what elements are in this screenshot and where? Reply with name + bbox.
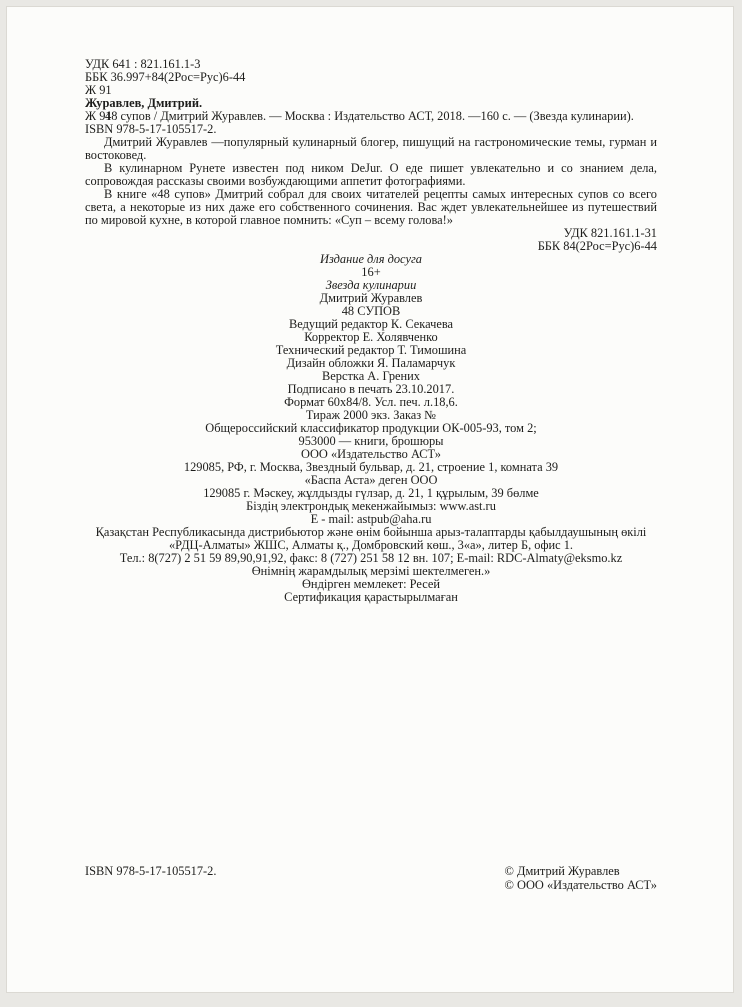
- kazakh-publisher-address: 129085 г. Мәскеу, жұлдызды гүлзар, д. 21, 1 құрылым, 39 бөлме: [203, 486, 539, 500]
- print-info-block: [85, 383, 657, 422]
- origin-country-line: Өндірген мемлекет: Ресей: [301, 577, 440, 591]
- right-codes-block: [85, 227, 657, 253]
- credit-line: Ведущий редактор К. Секачева: [288, 317, 454, 331]
- publisher-address: 129085, РФ, г. Москва, Звездный бульвар, д. 21, строение 1, комната 39: [183, 460, 559, 474]
- distributor-line: «РДЦ-Алматы» ЖШС, Алматы қ., Домбровский көш., 3«а», литер Б, офис 1.: [168, 538, 574, 552]
- classifier-block: [85, 422, 657, 448]
- classifier-line: 953000 — книги, брошюры: [298, 434, 444, 448]
- book-title: 48 СУПОВ: [341, 304, 401, 318]
- print-info-line: Тираж 2000 экз. Заказ №: [305, 408, 437, 422]
- certification-line: Сертификация қарастырылмаған: [284, 590, 458, 604]
- annotation-paragraph: Дмитрий Журавлев —популярный кулинарный блогер, пишущий на гастрономические темы, гурман и востоковед.: [85, 135, 657, 162]
- colophon-page: [6, 6, 734, 993]
- udk-code-right: УДК 821.161.1-31: [563, 226, 657, 240]
- distributor-block: [85, 526, 657, 578]
- catalog-entry: [85, 110, 657, 123]
- credit-line: Корректор Е. Холявченко: [304, 330, 438, 344]
- edition-type: Издание для досуга: [320, 252, 422, 266]
- classifier-line: Общероссийский классификатор продукции ОК-005-93, том 2;: [205, 421, 537, 435]
- distributor-line: Тел.: 8(727) 2 51 59 89,90,91,92, факс: 8 (727) 251 58 12 вн. 107; E-mail: RDC-Almaty@eksmo.kz: [119, 551, 623, 565]
- colophon-content: [85, 58, 657, 604]
- origin-block: [85, 578, 657, 604]
- kazakh-publisher-block: [85, 474, 657, 526]
- credit-line: Дизайн обложки Я. Паламарчук: [286, 356, 456, 370]
- isbn-top: ISBN 978-5-17-105517-2.: [85, 122, 217, 136]
- imprint-centered-block: [85, 253, 657, 604]
- isbn-bottom: ISBN 978-5-17-105517-2.: [85, 864, 217, 878]
- publisher-block: [85, 448, 657, 474]
- series-name: Звезда кулинарии: [325, 278, 417, 292]
- copyright-publisher: © ООО «Издательство АСТ»: [504, 878, 657, 892]
- bbk-code-top: ББК 36.997+84(2Рос=Рус)6-44: [85, 70, 246, 84]
- credit-line: Верстка А. Грених: [322, 369, 420, 383]
- author-sign-code: Ж 91: [85, 83, 112, 97]
- publisher-name: ООО «Издательство АСТ»: [301, 447, 441, 461]
- print-info-line: Подписано в печать 23.10.2017.: [287, 382, 455, 396]
- footer-row: [85, 864, 657, 892]
- udk-code-top: УДК 641 : 821.161.1-3: [85, 57, 201, 71]
- annotation-block: [85, 136, 657, 227]
- distributor-line: Қазақстан Республикасында дистрибьютор және өнім бойынша арыз-талаптарды қабылдаушының өкілі: [95, 525, 647, 539]
- credit-line: Технический редактор Т. Тимошина: [275, 343, 467, 357]
- print-info-line: Формат 60х84/8. Усл. печ. л.18,6.: [284, 395, 458, 409]
- copyright-block: [504, 864, 657, 892]
- age-rating: 16+: [361, 265, 381, 279]
- catalog-entry-code: Ж 91: [85, 109, 112, 123]
- annotation-paragraph: В кулинарном Рунете известен под ником DeJur. О еде пишет увлекательно и со знанием дела, сопровождая рассказы своими возбуждающими аппетит фотографиями.: [85, 161, 657, 188]
- catalog-codes-block: [85, 58, 657, 97]
- distributor-line: Өнімнің жарамдылық мерзімі шектелмеген.»: [251, 564, 491, 578]
- kazakh-publisher-website: Біздің электрондық мекенжайымыз: www.ast.ru: [246, 499, 496, 513]
- annotation-paragraph: В книге «48 супов» Дмитрий собрал для своих читателей рецепты самых интересных супов со всего света, а некоторые из них даже его собственного сочинения. Вас ждет увлекательнейшее из путешествий по мировой кухне, в которой главное помнить: «Суп – всему голова!»: [85, 187, 657, 227]
- credits-block: [85, 318, 657, 383]
- catalog-entry-text: 48 супов / Дмитрий Журавлев. — Москва : Издательство АСТ, 2018. —160 с. — (Звезда кулинарии).: [105, 109, 634, 123]
- bbk-code-right: ББК 84(2Рос=Рус)6-44: [537, 239, 657, 253]
- catalog-author-heading: Журавлев, Дмитрий.: [85, 96, 203, 110]
- author-name: Дмитрий Журавлев: [319, 291, 423, 305]
- kazakh-publisher-email: E - mail: astpub@aha.ru: [310, 512, 432, 526]
- copyright-author: © Дмитрий Журавлев: [504, 864, 620, 878]
- kazakh-publisher-name: «Баспа Аста» деген ООО: [304, 473, 438, 487]
